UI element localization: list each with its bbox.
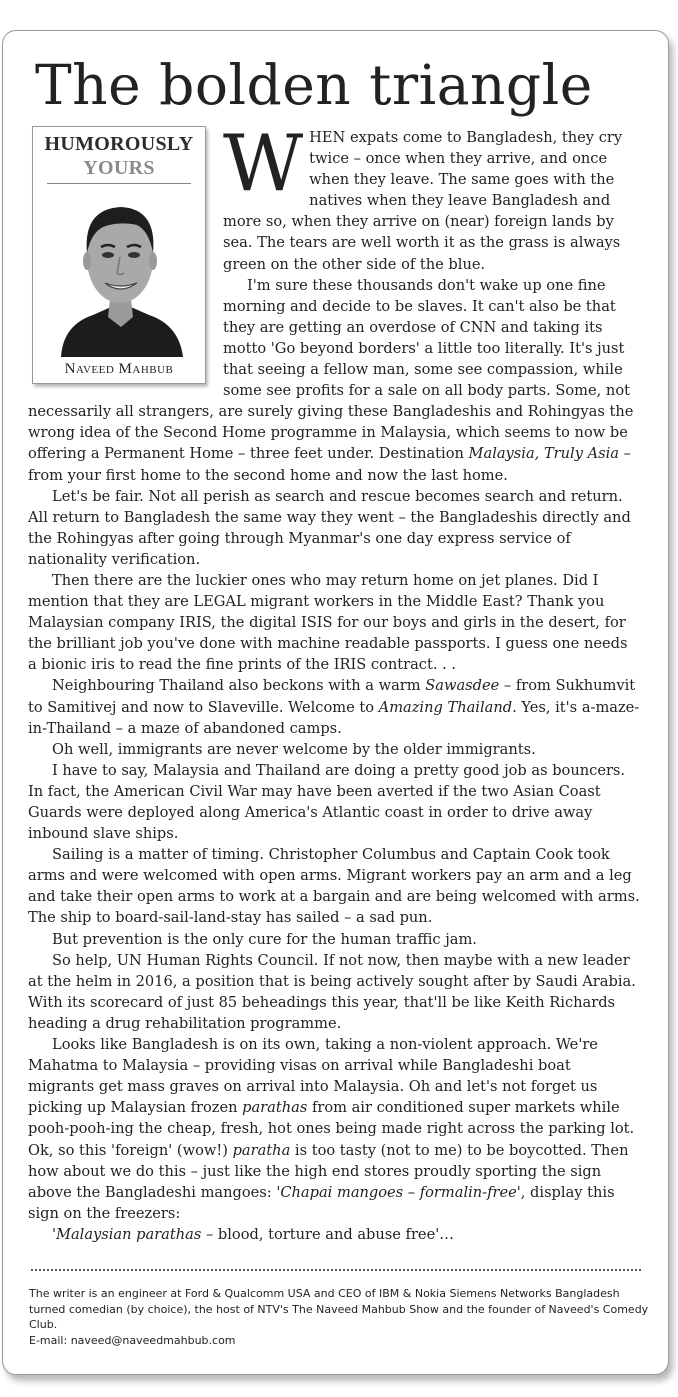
author-bio: The writer is an engineer at Ford & Qualcomm USA and CEO of IBM & Nokia Siemens Networks Bangladesh turned comedian (by choice), the host of NTV's The Naveed Mahbub Show and the founder of Naveed's Comedy Club.: [29, 1287, 649, 1331]
paragraph: Looks like Bangladesh is on its own, taking a non-violent approach. We're Mahatma to Malaysia – providing visas on arrival while Bangladeshi boat migrants get mass graves on arrival into Malaysia. Oh and let's not forget us picking up Malaysian frozen parathas from air conditioned super markets while pooh-pooh-ing the cheap, fresh, hot ones being made right across the parking lot. Ok, so this 'foreign' (wow!) paratha is too tasty (not to me) to be boycotted. Then how about we do this – just like the high end stores proudly sporting the sign above the Bangladeshi mangoes: 'Chapai mangoes – formalin-free', display this sign on the freezers:: [28, 1036, 635, 1222]
divider: [47, 183, 191, 184]
column-name-line1: HUMOROUSLY: [44, 133, 194, 155]
author-byline: Naveed Mahbub: [64, 361, 174, 377]
author-email: E-mail: naveed@naveedmahbub.com: [29, 1333, 236, 1347]
paragraph: So help, UN Human Rights Council. If not now, then maybe with a new leader at the helm in 2016, a position that is being actively sought after by Saudi Arabia. With its scorecard of just 85 beheadings this year, that'll be like Keith Richards heading a drug rehabilitation programme.: [28, 951, 636, 1032]
paragraph: Neighbouring Thailand also beckons with a warm Sawasdee – from Sukhumvit to Samitivej and now to Slaveville. Welcome to Amazing Thailand. Yes, it's a-maze-in-Thailand – a maze of abandoned camps.: [28, 677, 640, 737]
column-name-line2: YOURS: [83, 157, 155, 179]
paragraph: Oh well, immigrants are never welcome by the older immigrants.: [52, 740, 536, 758]
dotted-separator: [31, 1269, 641, 1271]
paragraph: Let's be fair. Not all perish as search and rescue becomes search and return. All return to Bangladesh the same way they went – the Bangladeshis directly and the Rohingyas after going through Myanmar's one day express service of nationality verification.: [28, 487, 631, 568]
author-photo: [53, 187, 188, 357]
paragraph: Then there are the luckier ones who may return home on jet planes. Did I mention that they are LEGAL migrant workers in the Middle East? Thank you Malaysian company IRIS, the digital ISIS for our boys and girls in the desert, for the brilliant job you've done with machine readable passports. I guess one needs a bionic iris to read the fine prints of the IRIS contract. . .: [28, 571, 628, 674]
author-footer: [29, 1286, 649, 1348]
column-header-box: [32, 126, 206, 384]
paragraph: WHEN expats come to Bangladesh, they cry twice – once when they arrive, and once when they leave. The same goes with the natives when they leave Bangladesh and more so, when they arrive on (near) foreign lands by sea. The tears are well worth it as the grass is always green on the other side of the blue.: [223, 119, 623, 273]
paragraph: Sailing is a matter of timing. Christopher Columbus and Captain Cook took arms and were welcomed with open arms. Migrant workers pay an arm and a leg and take their open arms to work at a bargain and are being welcomed with arms. The ship to board-sail-land-stay has sailed – a sad pun.: [28, 846, 640, 927]
paragraph: 'Malaysian parathas – blood, torture and abuse free'…: [52, 1225, 454, 1243]
paragraph: But prevention is the only cure for the human traffic jam.: [52, 930, 477, 948]
article-title: The bolden triangle: [35, 53, 593, 117]
drop-cap: W: [223, 119, 304, 209]
article-card: [2, 30, 669, 1375]
paragraph: I have to say, Malaysia and Thailand are doing a pretty good job as bouncers. In fact, the American Civil War may have been averted if the two Asian Coast Guards were deployed along America's Atlantic coast in order to drive away inbound slave ships.: [28, 761, 626, 843]
paragraph: I'm sure these thousands don't wake up one fine morning and decide to be slaves. It can't also be that they are getting an overdose of CNN and taking its motto 'Go beyond borders' a little too literally. It's just that seeing a fellow man, some see compassion, while some see profits for a sale on all body parts. Some, not necessarily all strangers, are surely giving these Bangladeshis and Rohingyas the wrong idea of the Second Home programme in Malaysia, which seems to now be offering a Permanent Home – three feet under. Destination Malaysia, Truly Asia – from your first home to the second home and now the last home.: [28, 276, 634, 484]
